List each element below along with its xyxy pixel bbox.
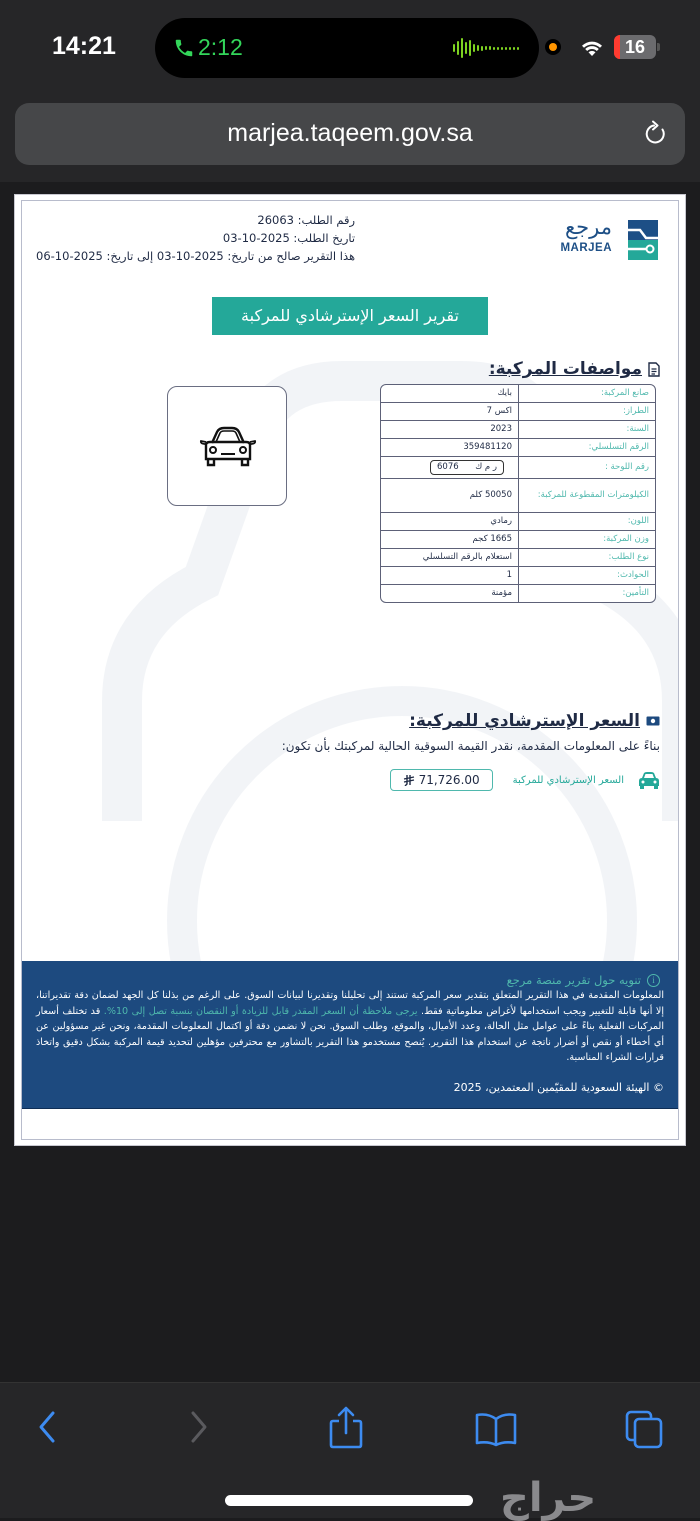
- car-icon: [638, 771, 660, 789]
- price-label: السعر الإسترشادي للمركبة: [512, 774, 624, 786]
- spec-row: [381, 585, 655, 602]
- home-indicator[interactable]: [225, 1495, 473, 1506]
- tabs-icon[interactable]: [624, 1409, 664, 1449]
- disclaimer-highlight: يرجى ملاحظة أن السعر المقدر قابل للزيادة أو النقصان بنسبة تصل إلى 10%.: [103, 1005, 418, 1017]
- price-value: 71,726.00: [418, 773, 480, 787]
- spec-heading-text: مواصفات المركبة:: [488, 359, 642, 379]
- spec-heading: [489, 359, 660, 379]
- spec-label: الحوادث:: [518, 567, 655, 584]
- spec-row: [381, 513, 655, 531]
- haraj-watermark: حراج: [500, 1475, 597, 1521]
- mic-indicator-icon: [545, 39, 561, 55]
- request-number: رقم الطلب: 26063: [257, 213, 356, 227]
- price-description: بناءً على المعلومات المقدمة، نقدر القيمة السوقية الحالية لمركبتك بأن تكون:: [281, 739, 660, 753]
- spec-value: 359481120: [463, 442, 512, 452]
- info-icon: i: [647, 974, 660, 987]
- request-info: [36, 211, 355, 265]
- forward-icon[interactable]: [188, 1409, 210, 1445]
- spec-label: اللون:: [518, 513, 655, 530]
- spec-row: [381, 531, 655, 549]
- money-icon: [646, 716, 660, 726]
- spec-value: مؤمنة: [491, 588, 512, 598]
- request-date: تاريخ الطلب: 2025-10-03: [222, 231, 356, 245]
- spec-row: [381, 439, 655, 457]
- url-text[interactable]: marjea.taqeem.gov.sa: [227, 119, 473, 147]
- disclaimer-title-text: تنويه حول تقرير منصة مرجع: [506, 973, 641, 987]
- spec-row: [381, 403, 655, 421]
- spec-label: صانع المركبة:: [518, 385, 655, 402]
- browser-toolbar: [0, 1382, 700, 1521]
- disclaimer-body: [36, 988, 664, 1066]
- spec-label: الرقم التسلسلي:: [518, 439, 655, 456]
- spec-value: [381, 457, 518, 478]
- marjea-logo-icon: [628, 220, 658, 260]
- price-value-box: [390, 769, 493, 791]
- bookmarks-icon[interactable]: [474, 1411, 518, 1447]
- copyright: © الهيئة السعودية للمقيّمين المعتمدين، 2025: [453, 1080, 664, 1094]
- vehicle-image-box: [167, 386, 287, 506]
- status-bar: [0, 0, 700, 95]
- browser-address-area: [0, 95, 700, 182]
- share-icon[interactable]: [328, 1405, 364, 1449]
- license-plate: [430, 460, 504, 475]
- spec-row: [381, 479, 655, 513]
- spec-label: نوع الطلب:: [518, 549, 655, 566]
- spec-row: [381, 421, 655, 439]
- logo-english: MARJEA: [560, 242, 612, 254]
- logo-arabic: مرجع: [565, 215, 612, 239]
- plate-letters: ر م ك: [475, 462, 497, 472]
- spec-label: التأمين:: [518, 585, 655, 602]
- price-heading: [409, 711, 660, 731]
- spec-value: رمادي: [490, 516, 512, 526]
- phone-icon: [173, 36, 195, 60]
- wifi-icon: [580, 38, 604, 58]
- spec-row: [381, 549, 655, 567]
- marjea-logo: [548, 215, 658, 263]
- battery-tip: [657, 43, 660, 51]
- spec-row: [381, 385, 655, 403]
- back-icon[interactable]: [36, 1409, 58, 1445]
- report-page: [14, 194, 686, 1146]
- dynamic-island-call[interactable]: [155, 18, 539, 78]
- spec-row: [381, 457, 655, 479]
- disclaimer-text-1: المعلومات المقدمة في هذا التقرير المتعلق بتقدير سعر المركبة تستند إلى تحليلنا وتقديرنا لبيانات السوق. على الرغم من بذلنا كل الجهد لضمان دقة تقديراتنا، إلا أنها قابلة للتغيير ويجب استخدامها لأغراض معلوماتية فقط.: [36, 990, 664, 1017]
- spec-value: استعلام بالرقم التسلسلي: [422, 552, 512, 562]
- spec-label: الكيلومترات المقطوعة للمركبة:: [518, 479, 655, 512]
- reload-icon[interactable]: [643, 120, 669, 148]
- document-icon: [648, 362, 660, 377]
- address-bar[interactable]: [15, 103, 685, 165]
- disclaimer-box: [22, 961, 678, 1109]
- spec-value: 2023: [490, 424, 512, 434]
- spec-label: الطراز:: [518, 403, 655, 420]
- clock: 14:21: [52, 32, 116, 60]
- battery-level: 16: [624, 37, 646, 57]
- report-frame: [21, 200, 679, 1140]
- spec-table: [380, 384, 656, 603]
- spec-label: وزن المركبة:: [518, 531, 655, 548]
- disclaimer-text-2: قد تختلف أسعار المركبات الفعلية بناءً على عوامل مثل الحالة، وعدد الأميال، والموقع، وطلب السوق. نحن لا نضمن دقة أو اكتمال المعلومات المقدمة، ونحن غير مسؤولين عن أي أخطاء أو نقص أو أضرار ناتجة عن استخدام هذا التقرير. يُنصح مستخدمو هذا التقرير بالتشاور مع محترفين مؤهلين لتحديد قيمة المركبة بشكل دقيق واتخاذ قرارات الشراء المناسبة.: [36, 1005, 664, 1064]
- validity-period: هذا التقرير صالح من تاريخ: 2025-10-03 إلى تاريخ: 2025-10-06: [36, 249, 356, 263]
- spec-label: رقم اللوحة :: [518, 457, 655, 478]
- spec-label: السنة:: [518, 421, 655, 438]
- spec-value: بايك: [497, 388, 512, 398]
- call-duration: 2:12: [198, 34, 243, 60]
- spec-row: [381, 567, 655, 585]
- price-row: [390, 769, 660, 791]
- spec-value: 1665 كجم: [472, 534, 512, 544]
- report-title: تقرير السعر الإسترشادي للمركبة: [212, 297, 488, 335]
- audio-wave-icon: [453, 38, 519, 58]
- spec-value: 50050 كلم: [469, 490, 512, 500]
- riyal-icon: [403, 775, 415, 786]
- price-heading-text: السعر الإسترشادي للمركبة:: [409, 711, 640, 731]
- battery-icon: [614, 35, 656, 59]
- spec-value: اكس 7: [486, 406, 512, 416]
- car-icon: [198, 425, 258, 469]
- plate-number: 6076: [437, 462, 459, 472]
- spec-value: 1: [506, 570, 512, 580]
- disclaimer-title: [36, 973, 660, 987]
